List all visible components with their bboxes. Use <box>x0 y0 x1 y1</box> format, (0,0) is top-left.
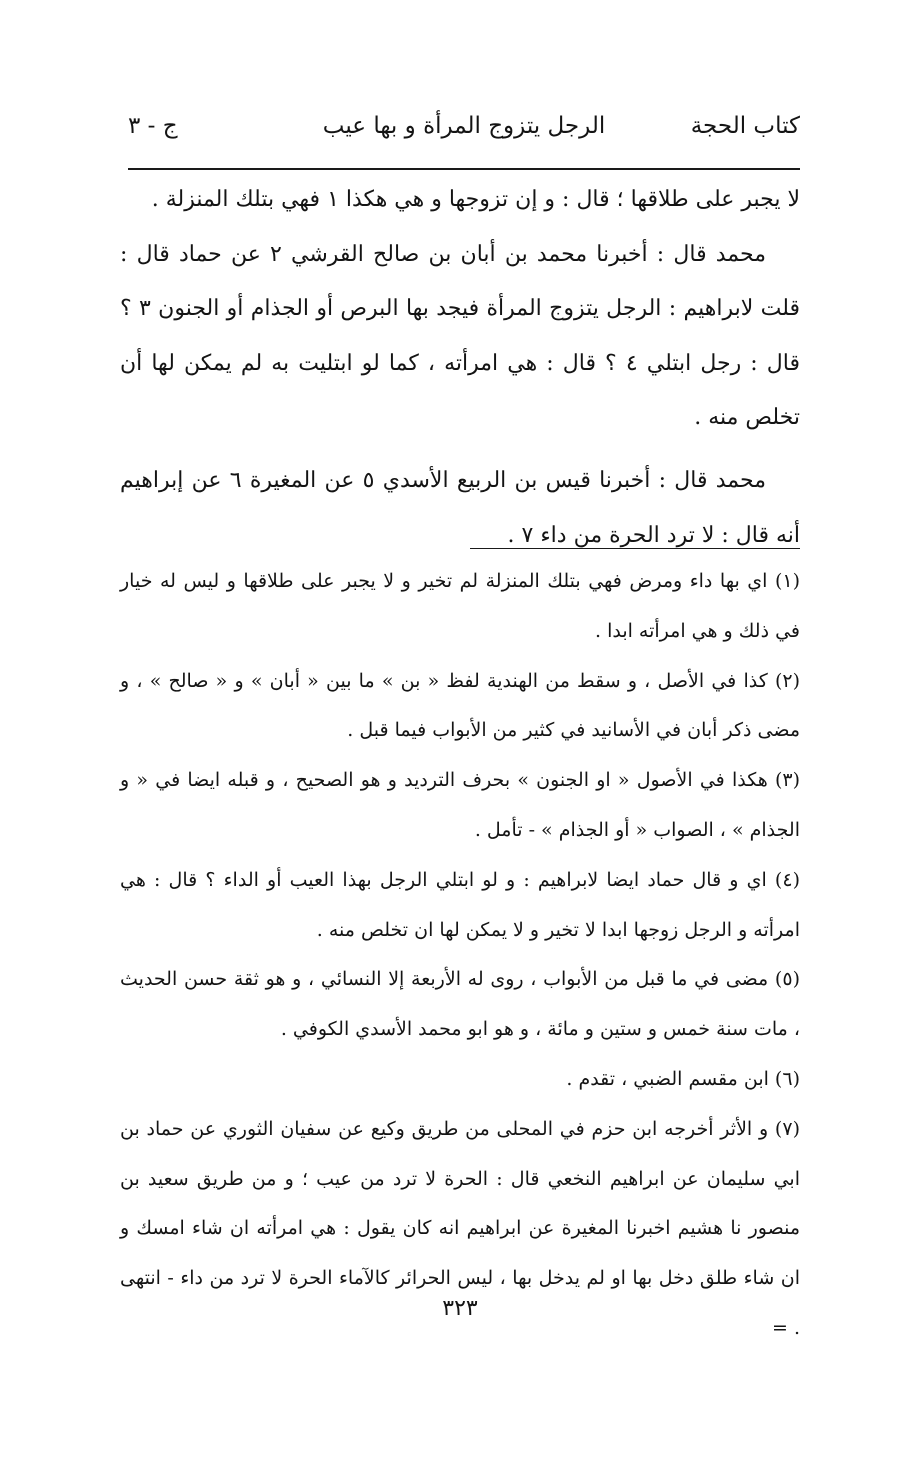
footnote: (٤) اي و قال حماد ايضا لابراهيم : و لو ابتلي الرجل بهذا العيب أو الداء ؟ قال : هي امرأته و الرجل زوجها ابدا لا تخير و لا يمكن لها ان تخلص منه . <box>120 868 800 941</box>
main-paragraph: محمد قال : أخبرنا محمد بن أبان بن صالح القرشي ٢ عن حماد قال : قلت لابراهيم : الرجل يتزوج المرأة فيجد بها البرص أو الجذام أو الجنون ٣ ؟ قال : رجل ابتلي ٤ ؟ قال : هي امرأته ، كما لو ابتليت به لم يمكن لها أن تخلص منه . <box>120 241 801 431</box>
running-header <box>128 113 800 157</box>
footnotes <box>120 557 800 1354</box>
header-volume: ج - ٣ <box>128 113 178 139</box>
footnote: (٣) هكذا في الأصول « او الجنون » بحرف الترديد و هو الصحيح ، و قبله ايضا في « و الجذام » ، الصواب « أو الجذام » - تأمل . <box>120 769 800 841</box>
header-book-title: كتاب الحجة <box>690 113 800 139</box>
main-text <box>120 173 800 563</box>
main-paragraph: لا يجبر على طلاقها ؛ قال : و إن تزوجها و هي هكذا ١ فهي بتلك المنزلة . <box>151 187 800 212</box>
footnote: (٧) و الأثر أخرجه ابن حزم في المحلى من طريق وكيع عن سفيان الثوري عن حماد بن ابي سليمان عن ابراهيم النخعي قال : الحرة لا ترد من عيب ؛ و من طريق سعيد بن منصور نا هشيم اخبرنا المغيرة عن ابراهيم انه كان يقول : هي امرأته ان شاء امسك و ان شاء طلق دخل بها او لم يدخل بها ، ليس الحرائر كالآماء الحرة لا ترد من داء - انتهى . = <box>120 1117 800 1339</box>
footnote: (١) اي بها داء ومرض فهي بتلك المنزلة لم تخير و لا يجبر على طلاقها و ليس له خيار في ذلك و هي امرأته ابدا . <box>120 570 800 642</box>
footnote: (٦) ابن مقسم الضبي ، تقدم . <box>566 1067 800 1090</box>
page-number: ٣٢٣ <box>442 1296 478 1321</box>
header-divider <box>128 168 800 170</box>
main-paragraph: محمد قال : أخبرنا قيس بن الربيع الأسدي ٥ عن المغيرة ٦ عن إبراهيم أنه قال : لا ترد الحرة من داء ٧ . <box>120 467 800 548</box>
footnote: (٢) كذا في الأصل ، و سقط من الهندية لفظ « بن » ما بين « أبان » و « صالح » ، و مضى ذكر أبان في الأسانيد في كثير من الأبواب فيما قبل . <box>120 669 800 742</box>
footnote-divider <box>470 548 800 549</box>
footnote: (٥) مضى في ما قبل من الأبواب ، روى له الأربعة إلا النسائي ، و هو ثقة حسن الحديث ، مات سنة خمس و ستين و مائة ، و هو ابو محمد الأسدي الكوفي . <box>120 968 800 1041</box>
header-chapter-title: الرجل يتزوج المرأة و بها عيب <box>322 113 606 139</box>
